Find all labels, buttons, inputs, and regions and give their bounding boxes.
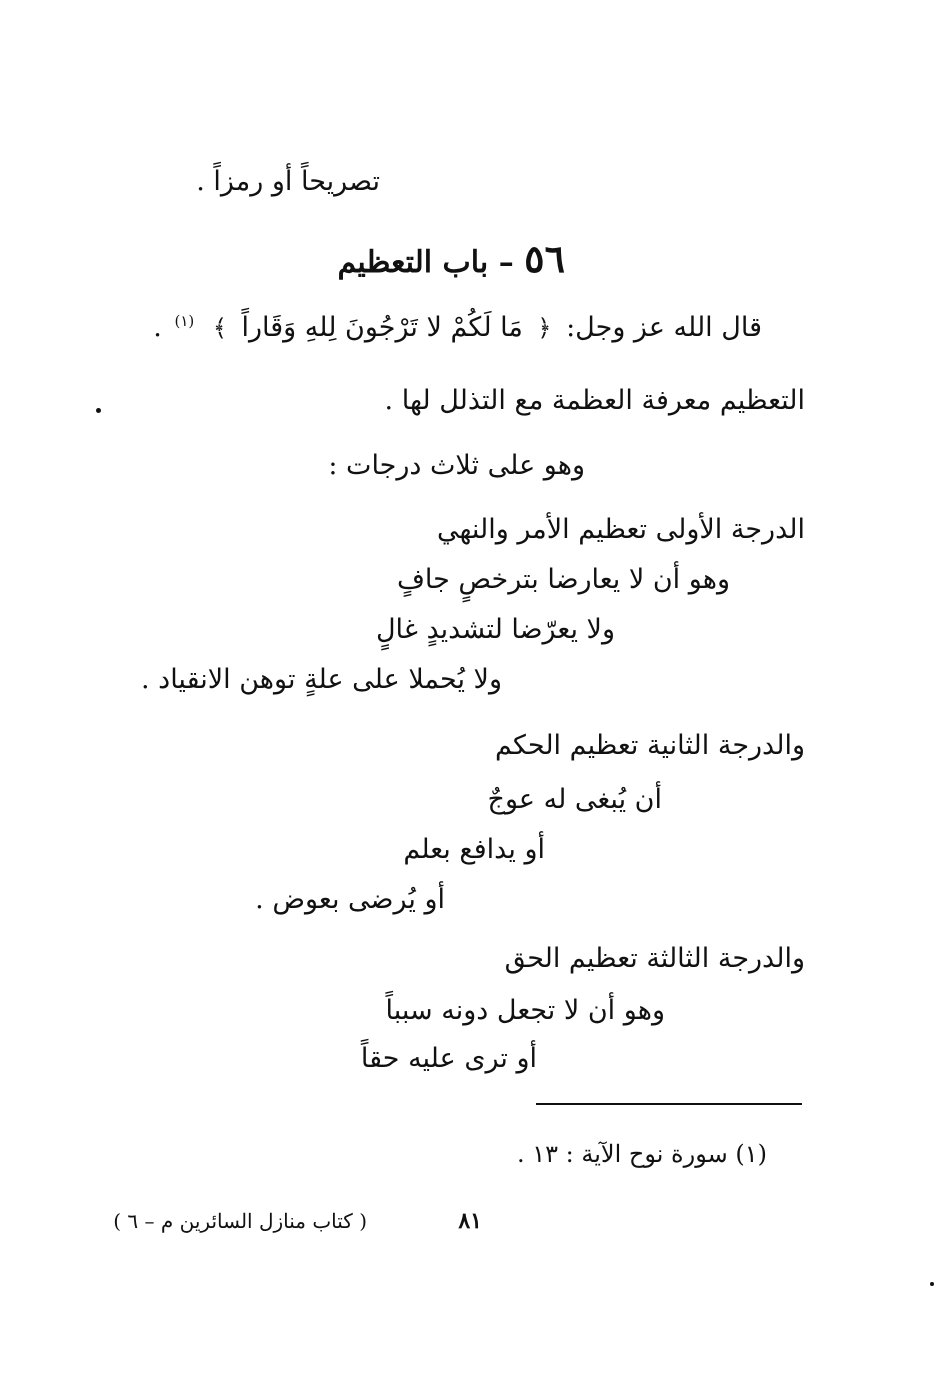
chapter-title: – باب التعظيم <box>337 245 514 280</box>
degree1-title: الدرجة الأولى تعظيم الأمر والنهي <box>436 514 805 545</box>
degree1-line-a: وهو أن لا يعارضا بترخصٍ جافٍ <box>396 564 730 595</box>
verse-text: مَا لَكُمْ لا تَرْجُونَ لِلهِ وَقَاراً <box>241 312 523 343</box>
stray-mark <box>930 1282 934 1286</box>
stray-mark <box>96 408 101 413</box>
footnote-separator <box>536 1103 802 1105</box>
book-reference: ( كتاب منازل السائرين م – ٦ ) <box>113 1209 367 1233</box>
footnote: (١) سورة نوح الآية : ١٣ . <box>516 1140 767 1168</box>
verse-footnote-ref: (١) <box>174 312 195 330</box>
verse-end-dot: . <box>153 312 162 343</box>
verse-open-bracket: ﴿ <box>537 314 552 342</box>
degree1-line-b: ولا يعرّضا لتشديدٍ غالٍ <box>375 614 615 645</box>
three-degrees-line: وهو على ثلاث درجات : <box>328 450 585 481</box>
degree1-line-c: ولا يُحملا على علةٍ توهن الانقياد . <box>141 664 502 695</box>
page-number: ٨١ <box>458 1208 482 1234</box>
degree2-line-a: أن يُبغى له عوجٌ <box>487 784 662 815</box>
degree2-title: والدرجة الثانية تعظيم الحكم <box>495 730 805 761</box>
definition-line: التعظيم معرفة العظمة مع التذلل لها . <box>384 385 805 416</box>
verse-close-bracket: ﴾ <box>212 314 227 342</box>
degree3-title: والدرجة الثالثة تعظيم الحق <box>504 943 805 974</box>
degree3-line-a: وهو أن لا تجعل دونه سبباً <box>385 995 665 1026</box>
degree2-line-c: أو يُرضى بعوض . <box>255 884 445 915</box>
chapter-heading <box>337 236 565 282</box>
verse-intro: قال الله عز وجل: <box>566 312 762 343</box>
verse-line <box>153 312 762 344</box>
chapter-number: ٥٦ <box>524 236 565 281</box>
intro-line: تصريحاً أو رمزاً . <box>196 166 380 197</box>
degree2-line-b: أو يدافع بعلم <box>403 834 545 865</box>
degree3-line-b: أو ترى عليه حقاً <box>360 1043 537 1074</box>
